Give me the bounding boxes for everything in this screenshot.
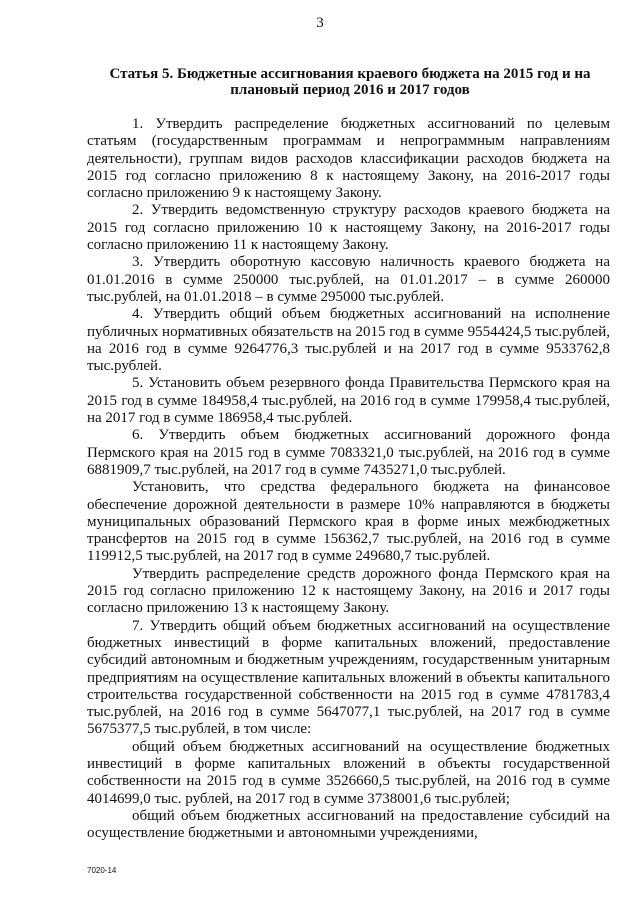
- paragraph: общий объем бюджетных ассигнований на осуществление бюджетных инвестиций в форме капитальных вложений в объекты государственной собственности на 2015 год в сумме 3526660,5 тыс.рублей, на 2016 год в сумме 4014699,0 тыс. рублей, на 2017 год в сумме 3738001,6 тыс.рублей;: [87, 738, 610, 807]
- paragraph: 5. Установить объем резервного фонда Правительства Пермского края на 2015 год в сумме 184958,4 тыс.рублей, на 2016 год в сумме 179958,4 тыс.рублей, на 2017 год в сумме 186958,4 тыс.рублей.: [87, 375, 610, 427]
- paragraph: Утвердить распределение средств дорожного фонда Пермского края на 2015 год согласно приложению 12 к настоящему Закону, на 2016 и 2017 годы согласно приложению 13 к настоящему Закону.: [87, 565, 610, 617]
- paragraph: 1. Утвердить распределение бюджетных ассигнований по целевым статьям (государственным программам и непрограммным направлениям деятельности), группам видов расходов классификации расходов бюджета на 2015 год согласно приложению 8 к настоящему Закону, на 2016-2017 годы согласно приложению 9 к настоящему Закону.: [87, 116, 610, 202]
- paragraph: общий объем бюджетных ассигнований на предоставление субсидий на осуществление бюджетными и автономными учреждениями,: [87, 807, 610, 842]
- paragraph: 7. Утвердить общий объем бюджетных ассигнований на осуществление бюджетных инвестиций в форме капитальных вложений, предоставление субсидий автономным и бюджетным учреждениям, государственным унитарным предприятиям на осуществление капитальных вложений в объекты капитального строительства государственной собственности на 2015 год в сумме 4781783,4 тыс.рублей, на 2016 год в сумме 5647077,1 тыс.рублей, на 2017 год в сумме 5675377,5 тыс.рублей, в том числе:: [87, 617, 610, 738]
- article-body: [87, 116, 610, 842]
- paragraph: 4. Утвердить общий объем бюджетных ассигнований на исполнение публичных нормативных обязательств на 2015 год в сумме 9554424,5 тыс.рублей, на 2016 год в сумме 9264776,3 тыс.рублей и на 2017 год в сумме 9533762,8 тыс.рублей.: [87, 306, 610, 375]
- article-heading: Статья 5. Бюджетные ассигнования краевого бюджета на 2015 год и на плановый период 2016 и 2017 годов: [109, 66, 591, 98]
- paragraph: 2. Утвердить ведомственную структуру расходов краевого бюджета на 2015 год согласно приложению 10 к настоящему Закону, на 2016-2017 годы согласно приложению 11 к настоящему Закону.: [87, 202, 610, 254]
- paragraph: Установить, что средства федерального бюджета на финансовое обеспечение дорожной деятельности в размере 10% направляются в бюджеты муниципальных образований Пермского края в форме иных межбюджетных трансфертов на 2015 год в сумме 156362,7 тыс.рублей, на 2016 год в сумме 119912,5 тыс.рублей, на 2017 год в сумме 249680,7 тыс.рублей.: [87, 479, 610, 565]
- document-code: 7020-14: [87, 866, 117, 875]
- paragraph: 6. Утвердить объем бюджетных ассигнований дорожного фонда Пермского края на 2015 год в сумме 7083321,0 тыс.рублей, на 2016 год в сумме 6881909,7 тыс.рублей, на 2017 год в сумме 7435271,0 тыс.рублей.: [87, 427, 610, 478]
- paragraph: 3. Утвердить оборотную кассовую наличность краевого бюджета на 01.01.2016 в сумме 250000 тыс.рублей, на 01.01.2017 – в сумме 260000 тыс.рублей, на 01.01.2018 – в сумме 295000 тыс.рублей.: [87, 254, 610, 305]
- page-number: 3: [316, 15, 324, 31]
